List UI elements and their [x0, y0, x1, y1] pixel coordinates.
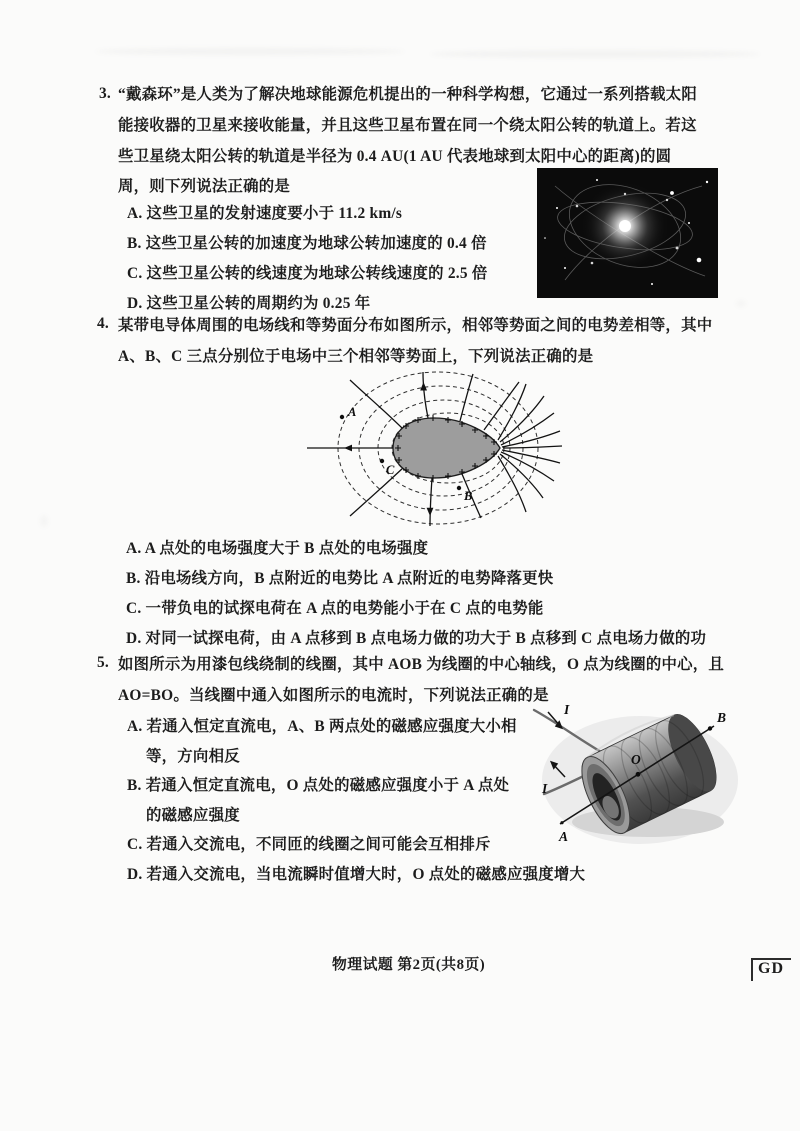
stem-line: 能接收器的卫星来接收能量，并且这些卫星布置在同一个绕太阳公转的轨道上。若这 [118, 116, 697, 134]
option-a: A. A 点处的电场强度大于 B 点处的电场强度 [126, 540, 429, 557]
current-1-label: I [564, 702, 570, 717]
current-2-label: I [542, 781, 548, 796]
option-c: C. 若通入交流电，不同匝的线圈之间可能会互相排斥 [127, 836, 491, 853]
question-4-stem [118, 311, 712, 373]
coil-figure [528, 694, 743, 852]
option-b: B. 这些卫星公转的加速度为地球公转加速度的 0.4 倍 [127, 235, 487, 252]
point-a-label: A [348, 405, 357, 419]
question-5-number: 5. [97, 654, 109, 671]
scan-smudge [736, 300, 746, 307]
point-c-label: C [386, 463, 395, 477]
point-b-label: B [464, 489, 473, 503]
option-d: D. 若通入交流电，当电流瞬时值增大时，O 点处的磁感应强度增大 [127, 865, 586, 883]
option-d: D. 对同一试探电荷，由 A 点移到 B 点电场力做的功大于 B 点移到 C 点电场力做的功 [126, 630, 707, 647]
point-a-label: A [559, 829, 569, 844]
field-lines-figure [292, 368, 572, 530]
option-a: A. 若通入恒定直流电，A、B 两点处的磁感应强度大小相 [127, 718, 517, 735]
point-b-dot [708, 726, 712, 730]
scan-smudge [95, 48, 405, 55]
dyson-ring-figure [537, 168, 718, 298]
option-b-continued: 的磁感应强度 [146, 806, 240, 824]
stem-line: 些卫星绕太阳公转的轨道是半径为 0.4 AU(1 AU 代表地球到太阳中心的距离)的圆 [118, 147, 672, 165]
stem-line: “戴森环”是人类为了解决地球能源危机提出的一种科学构想，它通过一系列搭载太阳 [118, 86, 697, 103]
scan-smudge [430, 50, 760, 58]
stem-line: 如图所示为用漆包线绕制的线圈，其中 AOB 为线圈的中心轴线，O 点为线圈的中心，且 [118, 656, 725, 673]
option-a: A. 这些卫星的发射速度要小于 11.2 km/s [127, 205, 403, 222]
stem-line: 某带电导体周围的电场线和等势面分布如图所示，相邻等势面之间的电势差相等，其中 [118, 317, 713, 334]
stem-line: 周，则下列说法正确的是 [118, 178, 291, 196]
option-d: D. 这些卫星公转的周期约为 0.25 年 [127, 295, 371, 312]
page-footer: 物理试题 第2页(共8页) [332, 957, 486, 973]
question-4-options [126, 534, 706, 654]
option-c: C. 这些卫星公转的线速度为地球公转线速度的 2.5 倍 [127, 265, 488, 282]
option-a-continued: 等，方向相反 [146, 747, 240, 765]
question-3-options [127, 199, 488, 319]
point-b-label: B [717, 710, 727, 725]
stem-line: A、B、C 三点分别位于电场中三个相邻等势面上，下列说法正确的是 [118, 347, 594, 365]
option-b: B. 沿电场线方向，B 点附近的电势比 A 点附近的电势降落更快 [126, 570, 554, 587]
stem-line: AO=BO。当线圈中通入如图所示的电流时，下列说法正确的是 [118, 686, 549, 704]
question-5-options [127, 712, 585, 889]
charged-conductor [393, 418, 500, 478]
scan-smudge [40, 515, 48, 527]
point-o-dot [636, 772, 641, 777]
option-c: C. 一带负电的试探电荷在 A 点的电势能小于在 C 点的电势能 [126, 600, 544, 617]
option-b: B. 若通入恒定直流电，O 点处的磁感应强度小于 A 点处 [127, 777, 510, 794]
question-4-number: 4. [97, 315, 109, 332]
question-3-number: 3. [99, 85, 111, 102]
point-o-label: O [631, 752, 641, 767]
corner-mark: GD [751, 958, 791, 981]
